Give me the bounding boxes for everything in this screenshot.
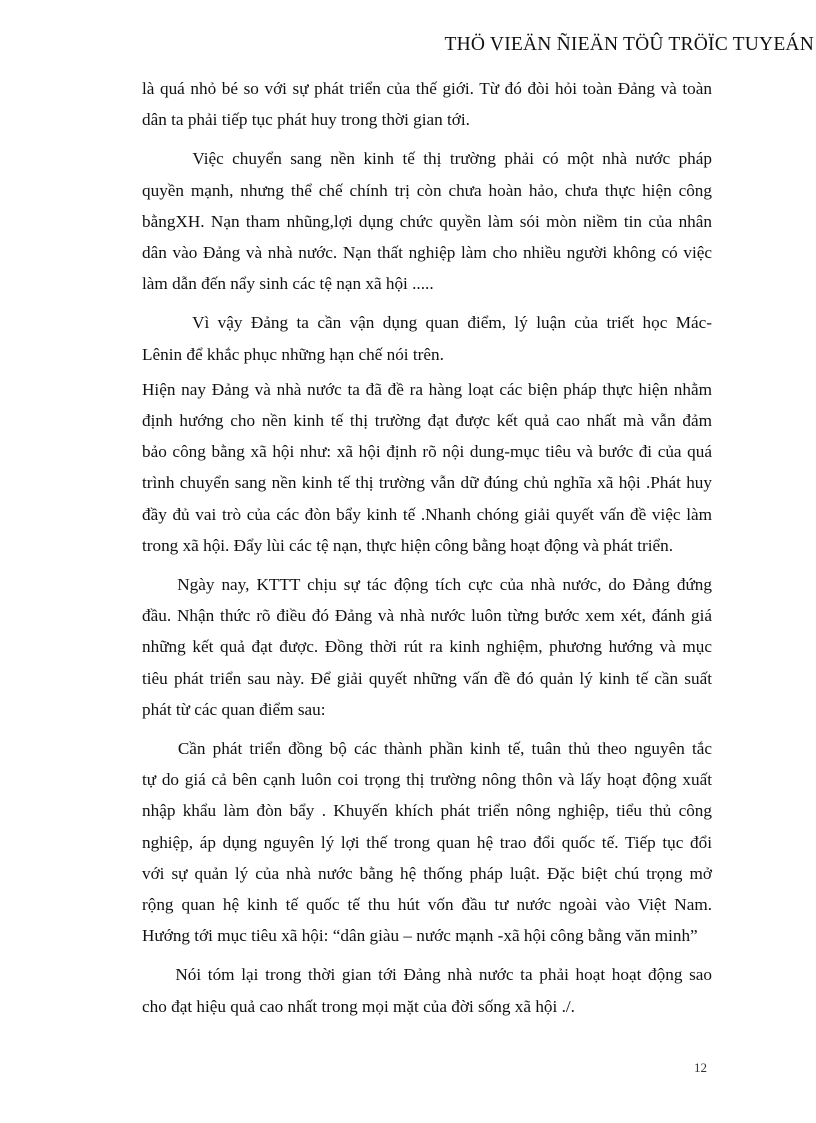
text-line: Ngày nay, KTTT chịu sự tác động tích cực của nhà nước, do Đảng đứng xyxy=(142,575,712,595)
text-line: bằngXH. Nạn tham nhũng,lợi dụng chức quyền làm sói mòn niềm tin của nhân xyxy=(142,211,712,231)
page-number: 12 xyxy=(694,1060,707,1075)
text-line: tiêu phát triển sau này. Để giải quyết những vấn đề đó quản lý kinh tế cần suất xyxy=(142,668,712,688)
text-line: Lênin để khắc phục những hạn chế nói trên. xyxy=(142,344,444,364)
text-line: Nói tóm lại trong thời gian tới Đảng nhà nước ta phải hoạt hoạt động sao xyxy=(142,965,712,985)
text-line: làm dẫn đến nẩy sinh các tệ nạn xã hội ..... xyxy=(142,274,434,294)
paragraph-2 xyxy=(142,143,712,299)
text-line: là quá nhỏ bé so với sự phát triển của thế giới. Từ đó đòi hỏi toàn Đảng và toàn xyxy=(142,79,712,98)
paragraph-4 xyxy=(142,374,712,561)
text-line: trong xã hội. Đẩy lùi các tệ nạn, thực hiện công bằng hoạt động và phát triển. xyxy=(142,535,673,555)
text-line: Hướng tới mục tiêu xã hội: “dân giàu – nước mạnh -xã hội công bằng văn minh” xyxy=(142,926,698,946)
text-line: với sự quản lý của nhà nước bằng hệ thống pháp luật. Đặc biệt chú trọng mở xyxy=(142,863,712,883)
paragraph-5 xyxy=(142,569,712,725)
text-line: Vì vậy Đảng ta cần vận dụng quan điểm, lý luận của triết học Mác- xyxy=(142,313,712,333)
text-line: định hướng cho nền kinh tế thị trường đạt được kết quả cao nhất mà vẫn đảm xyxy=(142,411,712,431)
text-line: nhập khẩu làm đòn bẩy . Khuyến khích phát triển nông nghiệp, tiểu thủ công xyxy=(142,801,712,821)
paragraph-7 xyxy=(142,959,712,1021)
page-header: THÖ VIEÄN ÑIEÄN TÖÛ TRÖÏC TUYEÁN xyxy=(444,34,814,55)
text-line: Hiện nay Đảng và nhà nước ta đã đề ra hàng loạt các biện pháp thực hiện nhằm xyxy=(142,379,712,399)
text-line: dân ta phải tiếp tục phát huy trong thời gian tới. xyxy=(142,110,470,130)
document-body xyxy=(142,73,712,1022)
text-line: cho đạt hiệu quả cao nhất trong mọi mặt của đời sống xã hội ./. xyxy=(142,996,575,1016)
text-line: nghiệp, áp dụng nguyên lý lợi thế trong quan hệ trao đổi quốc tế. Tiếp tục đổi xyxy=(142,832,712,852)
text-line: quyền mạnh, nhưng thể chế chính trị còn chưa hoàn hảo, chưa thực hiện công xyxy=(142,180,712,200)
paragraph-6 xyxy=(142,733,712,951)
text-line: đầy đủ vai trò của các đòn bẩy kinh tế .Nhanh chóng giải quyết vấn đề việc làm xyxy=(142,504,712,524)
paragraph-1 xyxy=(142,73,712,135)
text-line: Cần phát triển đồng bộ các thành phần kinh tế, tuân thủ theo nguyên tắc xyxy=(142,739,712,759)
text-line: Việc chuyển sang nền kinh tế thị trường phải có một nhà nước pháp xyxy=(142,149,712,169)
text-line: rộng quan hệ kinh tế quốc tế thu hút vốn đầu tư nước ngoài vào Việt Nam. xyxy=(142,895,712,915)
text-line: dân vào Đảng và nhà nước. Nạn thất nghiệp làm cho nhiều người không có việc xyxy=(142,243,712,263)
text-line: phát từ các quan điểm sau: xyxy=(142,699,326,719)
paragraph-3 xyxy=(142,307,712,369)
text-line: tự do giá cả bên cạnh luôn coi trọng thị trường nông thôn và lấy hoạt động xuất xyxy=(142,770,712,790)
text-line: bảo công bằng xã hội như: xã hội định rõ nội dung-mục tiêu và bước đi của quá xyxy=(142,442,712,462)
text-line: trình chuyển sang nền kinh tế thị trường vẫn dữ đúng chủ nghĩa xã hội .Phát huy xyxy=(142,473,712,493)
text-line: đầu. Nhận thức rõ điều đó Đảng và nhà nước luôn từng bước xem xét, đánh giá xyxy=(142,606,712,626)
text-line: những kết quả đạt được. Đồng thời rút ra kinh nghiệm, phương hướng và mục xyxy=(142,637,712,657)
